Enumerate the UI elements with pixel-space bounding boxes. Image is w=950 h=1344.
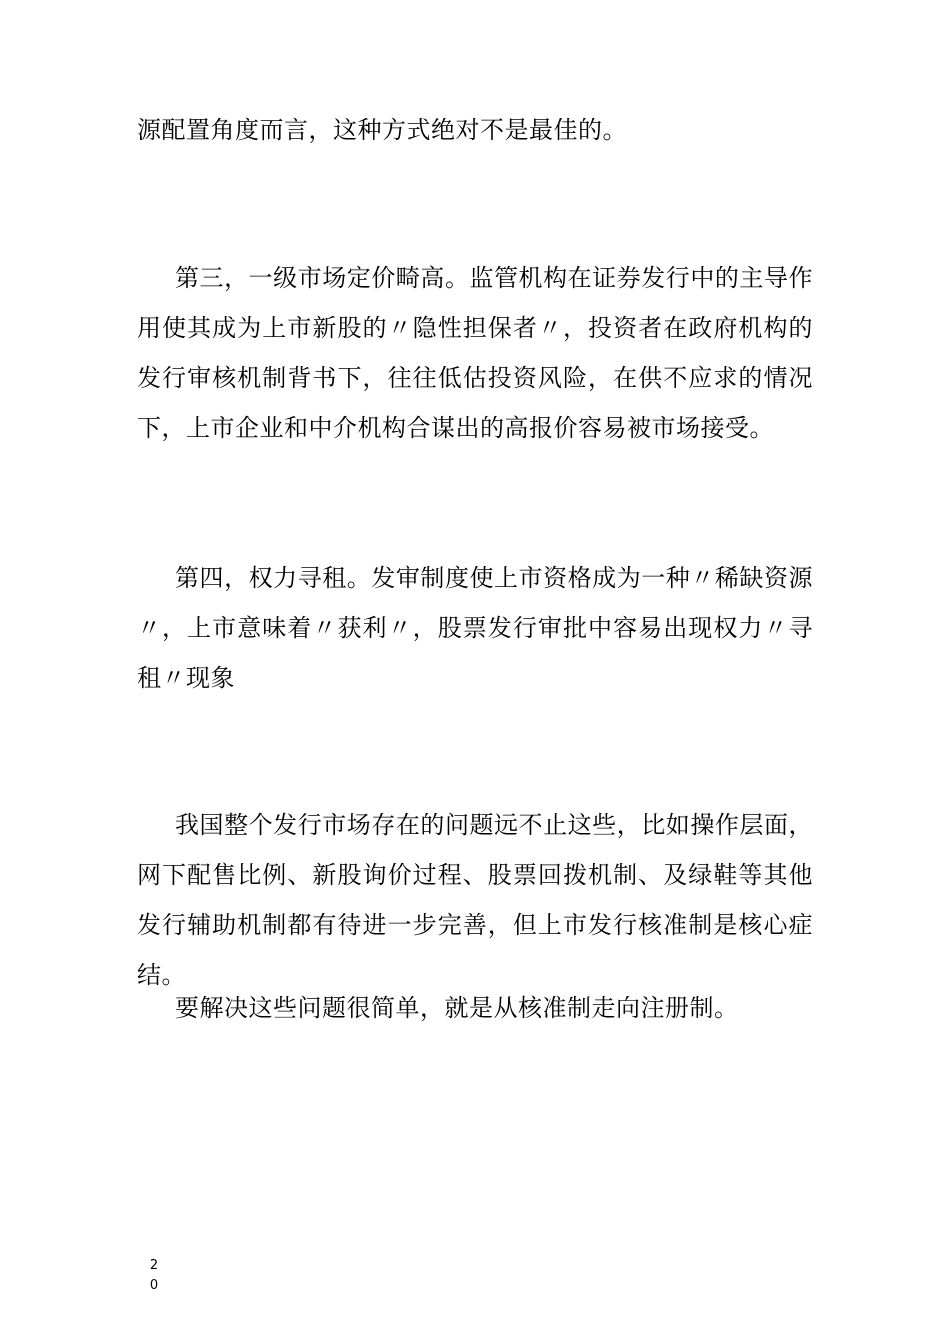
paragraph-continuation: 源配置角度而言，这种方式绝对不是最佳的。 [137,116,627,144]
paragraph-summary: 我国整个发行市场存在的问题远不止这些，比如操作层面，网下配售比例、新股询价过程、股票回拨机制、及绿鞋等其他发行辅助机制都有待进一步完善，但上市发行核准制是核心症结。 [137,811,813,989]
paragraph-conclusion: 要解决这些问题很简单，就是从核准制走向注册制。 [175,994,739,1022]
page-number: 20 [149,1258,159,1293]
paragraph-third-point: 第三，一级市场定价畸高。监管机构在证券发行中的主导作用使其成为上市新股的〃隐性担保者〃，投资者在政府机构的发行审核机制背书下，往往低估投资风险，在供不应求的情况下，上市企业和中介机构合谋出的高报价容易被市场接受。 [137,264,813,442]
paragraph-fourth-point: 第四，权力寻租。发审制度使上市资格成为一种〃稀缺资源〃，上市意味着〃获利〃，股票发行审批中容易出现权力〃寻租〃现象 [137,564,813,692]
